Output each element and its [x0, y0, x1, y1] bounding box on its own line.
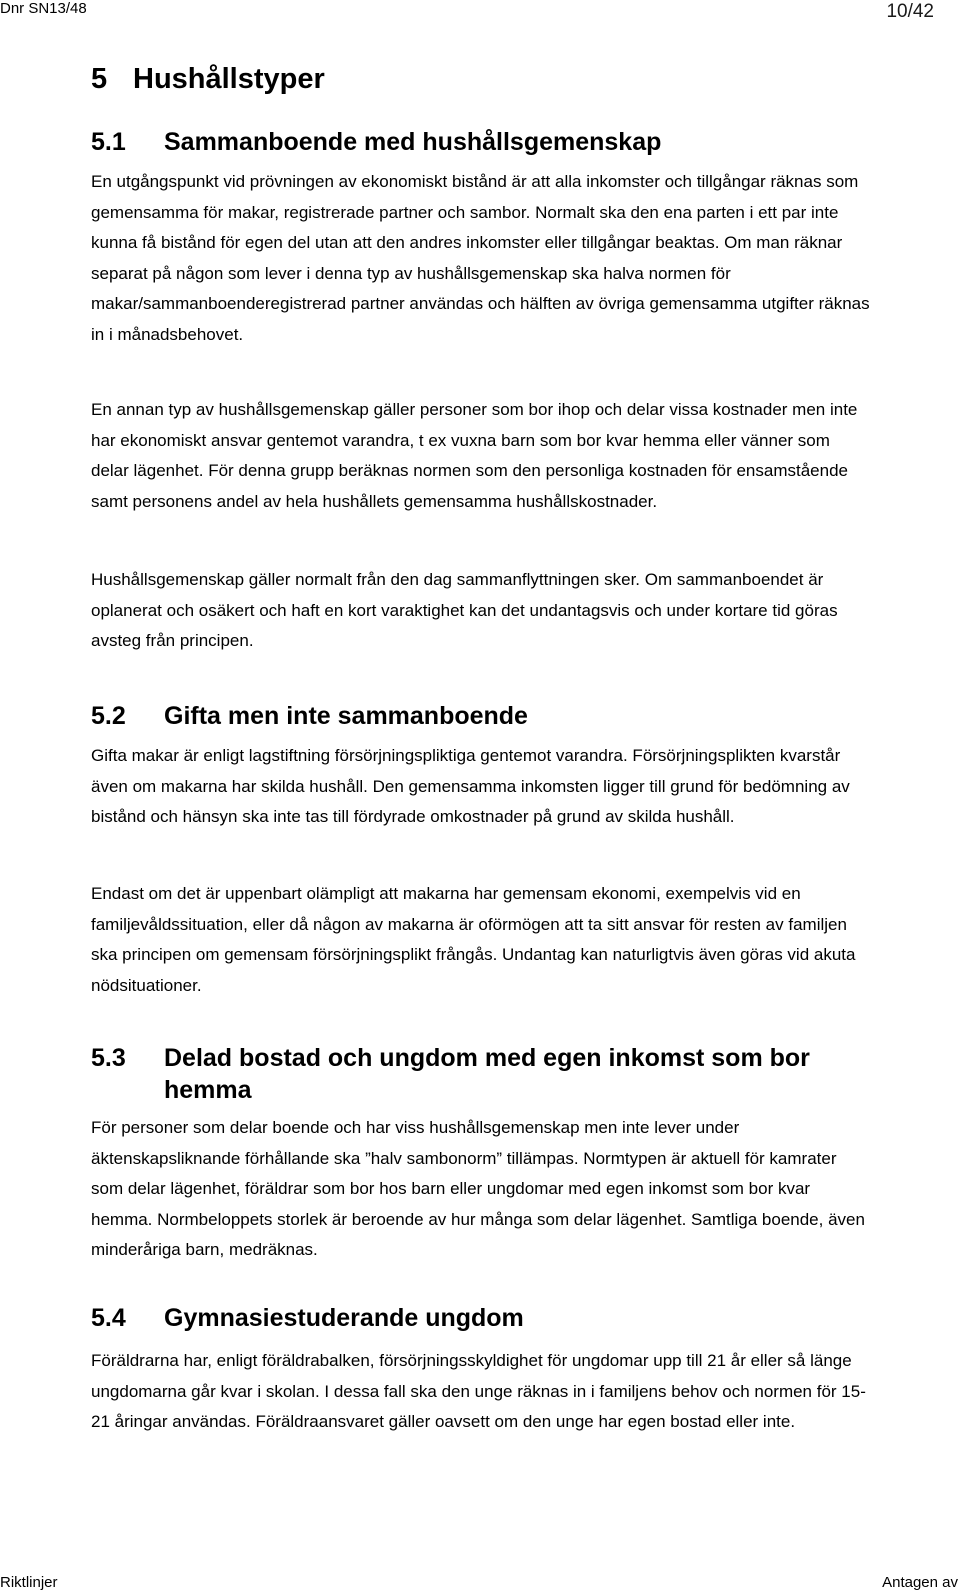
paragraph: För personer som delar boende och har viss hushållsgemenskap men inte lever under äktenskapsliknande förhållande ska ”halv sambonorm” tillämpas. Normtypen är aktuell för kamrater som delar lägenhet, föräldrar som bor hos barn eller ungdomar med egen inkomst som bor kvar hemma. Normbeloppets storlek är beroende av hur många som delar lägenhet. Samtliga boende, även minderåriga barn, medräknas.: [91, 1118, 865, 1260]
paragraph: En utgångspunkt vid prövningen av ekonomiskt bistånd är att alla inkomster och tillgångar räknas som gemensamma för makar, registrerade partner och sambor. Normalt ska den ena parten i ett par inte kunna få bistånd för egen del utan att den andres inkomster eller tillgångar beaktas. Om man räknar separat på någon som lever i denna typ av hushållsgemenskap ska halva normen för makar/sammanboenderegistrerad partner användas och hälften av övriga gemensamma utgifter räknas in i månadsbehovet.: [91, 172, 870, 344]
section-heading-5-2: [91, 700, 864, 732]
paragraph: En annan typ av hushållsgemenskap gäller personer som bor ihop och delar vissa kostnader men inte har ekonomiskt ansvar gentemot varandra, t ex vuxna barn som bor kvar hemma eller vänner som delar lägenhet. För denna grupp beräknas normen som den personliga kostnaden för ensamstående samt personens andel av hela hushållets gemensamma hushållskostnader.: [91, 400, 858, 511]
page-number: 10/42: [886, 1, 934, 22]
footer-adopted-by: Antagen av: [882, 1574, 958, 1591]
paragraph: Hushållsgemenskap gäller normalt från den dag sammanflyttningen sker. Om sammanboendet är oplanerat och osäkert och haft en kort varaktighet kan det undantagsvis och under kortare tid göras avsteg från principen.: [91, 570, 838, 651]
section-number: 5.4: [91, 1304, 126, 1332]
document-reference: Dnr SN13/48: [0, 0, 87, 17]
paragraph: Gifta makar är enligt lagstiftning försörjningspliktiga gentemot varandra. Försörjningsplikten kvarstår även om makarna har skilda hushåll. Den gemensamma inkomsten ligger till grund för bedömning av bistånd och hänsyn ska inte tas till fördyrade omkostnader på grund av skilda hushåll.: [91, 746, 850, 827]
section-title: Sammanboende med hushållsgemenskap: [164, 128, 662, 156]
section-heading-5-4: [91, 1302, 864, 1334]
section-number: 5.3: [91, 1044, 126, 1072]
section-title: Gymnasiestuderande ungdom: [164, 1304, 524, 1332]
chapter-title: Hushållstyper: [133, 63, 325, 95]
paragraph: Endast om det är uppenbart olämpligt att makarna har gemensam ekonomi, exempelvis vid en familjevåldssituation, eller då någon av makarna är oförmögen att ta sitt ansvar för resten av familjen ska principen om gemensam försörjningsplikt frångås. Undantag kan naturligtvis även göras vid akuta nödsituationer.: [91, 884, 856, 995]
section-title: Gifta men inte sammanboende: [164, 702, 528, 730]
section-title: Delad bostad och ungdom med egen inkomst som bor hemma: [164, 1044, 810, 1104]
paragraph: Föräldrarna har, enligt föräldrabalken, försörjningsskyldighet för ungdomar upp till 21 år eller så länge ungdomarna går kvar i skolan. I dessa fall ska den unge räknas in i familjens behov och normen för 15-21 åringar användas. Föräldraansvaret gäller oavsett om den unge har egen bostad eller inte.: [91, 1351, 866, 1432]
section-heading-5-1: [91, 126, 864, 158]
section-heading-5-3: [91, 1042, 864, 1106]
chapter-heading: [91, 61, 325, 97]
footer-document-type: Riktlinjer: [0, 1574, 58, 1591]
chapter-number: 5: [91, 63, 108, 95]
section-number: 5.2: [91, 702, 126, 730]
section-number: 5.1: [91, 128, 126, 156]
